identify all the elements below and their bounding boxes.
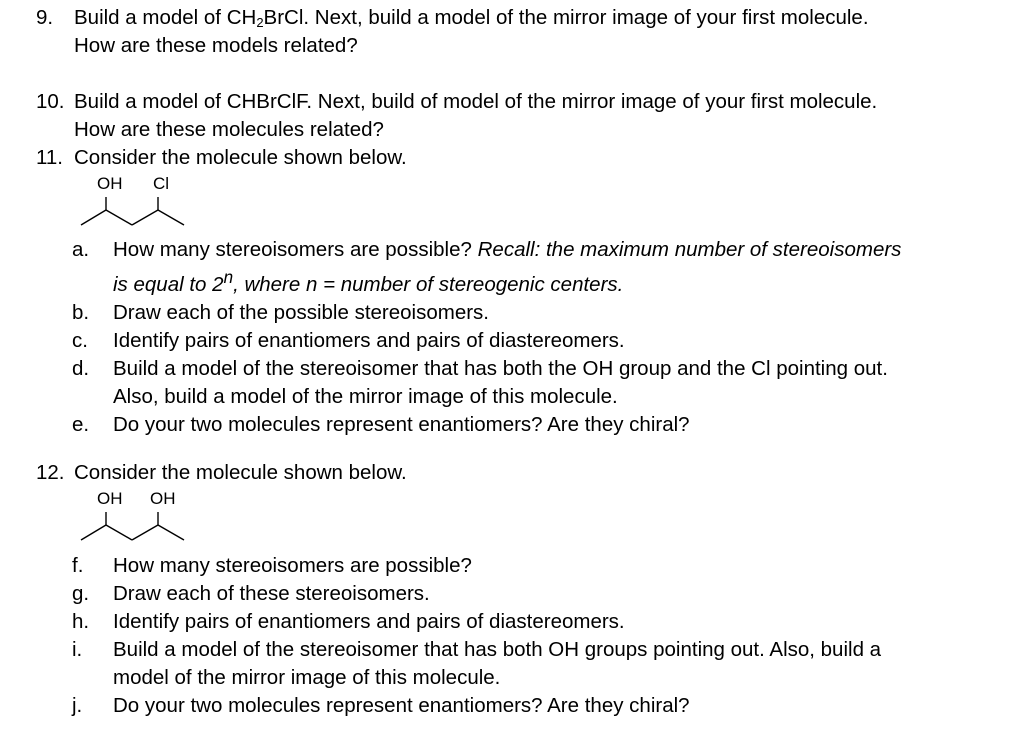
question-12-line-1 <box>36 459 1011 487</box>
item-letter: c. <box>72 328 88 352</box>
molecule-11-label-oh: OH <box>97 174 123 193</box>
item-letter: h. <box>72 610 90 633</box>
bond-line <box>158 525 184 540</box>
question-10-text: Build a model of CHBrClF. Next, build of model of the mirror image of your first molecule. <box>74 90 878 113</box>
item-letter: j. <box>72 694 83 717</box>
question-9-line-2: How are these models related? <box>74 34 358 57</box>
item-text: Do your two molecules represent enantiomers? Are they chiral? <box>113 694 690 717</box>
item-text: Identify pairs of enantiomers and pairs of diastereomers. <box>113 610 625 633</box>
question-number: 10. <box>36 90 65 113</box>
question-number: 12. <box>36 461 65 484</box>
item-i-line-1: Build a model of the stereoisomer that has both OH groups pointing out. Also, build a <box>113 638 882 661</box>
molecule-12-label-oh-1: OH <box>97 489 123 508</box>
exponent: n <box>223 268 234 287</box>
molecule-11-structure <box>76 172 196 234</box>
list-item <box>72 411 1017 439</box>
question-11-line-1 <box>36 144 1011 172</box>
formula-subscript: 2 <box>256 15 264 30</box>
item-letter: a. <box>72 238 90 261</box>
bond-line <box>132 525 158 540</box>
question-12 <box>36 459 1011 487</box>
question-11-items <box>72 236 1017 439</box>
list-item <box>72 692 1017 720</box>
item-a-definition: , where n = number of stereogenic centers. <box>233 272 624 296</box>
question-9-text-b: BrCl. Next, build a model of the mirror image of your first molecule. <box>263 6 869 29</box>
list-item <box>72 608 1017 636</box>
molecule-12-label-oh-2: OH <box>150 489 176 508</box>
question-number: 9. <box>36 6 54 29</box>
question-10 <box>36 88 1011 144</box>
item-letter: d. <box>72 356 90 380</box>
item-text: Do your two molecules represent enantiomers? Are they chiral? <box>113 412 690 436</box>
bond-line <box>106 525 132 540</box>
item-a-formula: is equal to 2 <box>113 272 224 296</box>
item-letter: b. <box>72 300 90 324</box>
question-number: 11. <box>36 146 63 169</box>
list-item <box>72 355 1017 411</box>
list-item <box>72 327 1017 355</box>
bond-line <box>81 210 106 225</box>
item-text: How many stereoisomers are possible? <box>113 554 472 577</box>
question-9 <box>36 4 1011 60</box>
item-letter: i. <box>72 638 83 661</box>
question-12-items <box>72 552 1017 720</box>
bond-line <box>132 210 158 225</box>
list-item <box>72 580 1017 608</box>
question-9-text-a: Build a model of CH <box>74 6 257 29</box>
item-a-text: How many stereoisomers are possible? <box>113 238 478 261</box>
item-text: Draw each of these stereoisomers. <box>113 582 430 605</box>
question-11-text: Consider the molecule shown below. <box>74 146 407 169</box>
item-a-line-1 <box>113 236 901 264</box>
item-letter: f. <box>72 554 84 577</box>
list-item <box>72 636 1017 692</box>
item-a-line-2 <box>113 264 901 299</box>
item-d-line-1: Build a model of the stereoisomer that has both the OH group and the Cl pointing out. <box>113 356 888 380</box>
question-10-line-1 <box>36 88 1011 116</box>
item-i-line-2: model of the mirror image of this molecule. <box>113 666 501 689</box>
item-text: Draw each of the possible stereoisomers. <box>113 300 490 324</box>
question-10-line-2: How are these molecules related? <box>74 118 384 141</box>
list-item <box>72 552 1017 580</box>
list-item <box>72 299 1017 327</box>
item-a-recall: Recall: the maximum number of stereoisomers <box>477 238 902 261</box>
molecule-12-structure <box>76 487 196 549</box>
item-d-line-2: Also, build a model of the mirror image of this molecule. <box>113 384 618 408</box>
bond-line <box>158 210 184 225</box>
list-item <box>72 236 1017 299</box>
bond-line <box>81 525 106 540</box>
question-9-line-1 <box>36 4 1011 32</box>
item-letter: e. <box>72 412 90 436</box>
bond-line <box>106 210 132 225</box>
question-11 <box>36 144 1011 172</box>
item-letter: g. <box>72 582 90 605</box>
item-text: Identify pairs of enantiomers and pairs of diastereomers. <box>113 328 625 352</box>
molecule-11-label-cl: Cl <box>153 174 170 193</box>
question-12-text: Consider the molecule shown below. <box>74 461 407 484</box>
